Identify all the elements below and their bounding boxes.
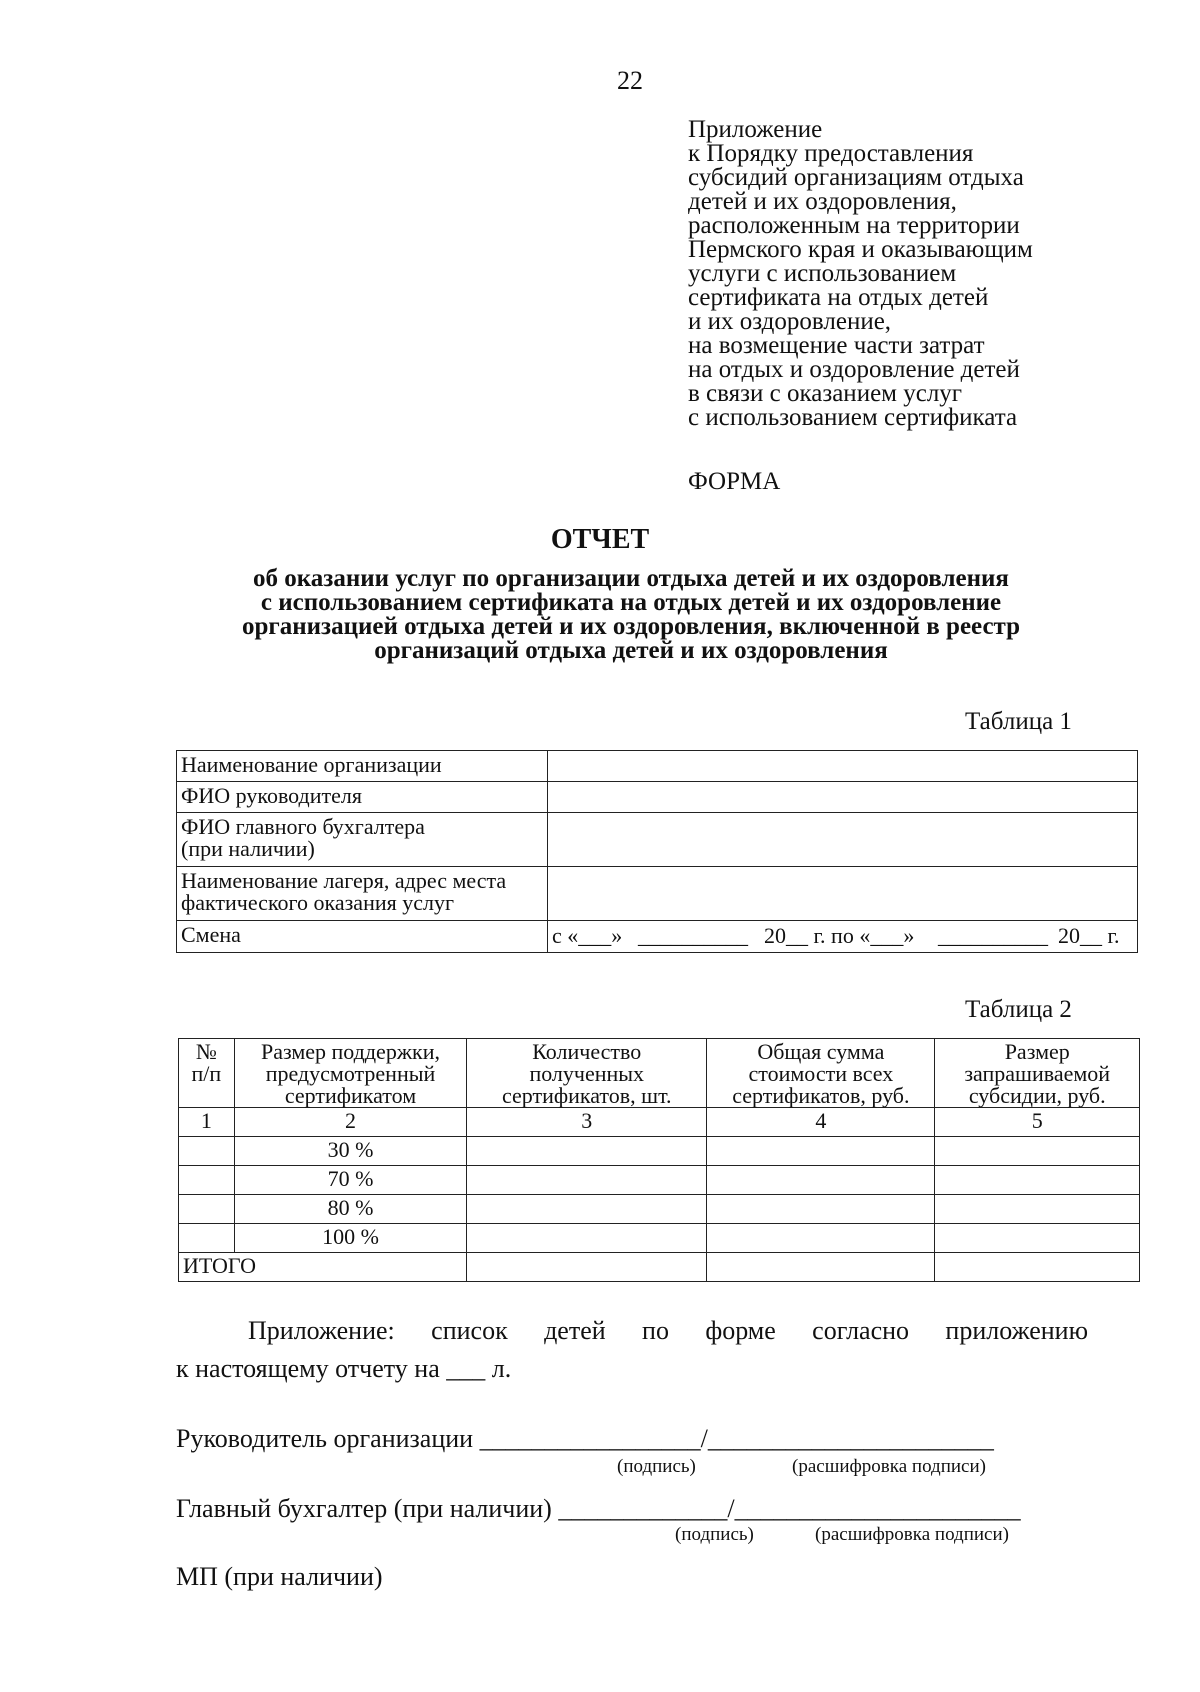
appendix-line: на отдых и оздоровление детей	[688, 356, 1020, 383]
subsidy-cell[interactable]	[935, 1224, 1140, 1253]
table-row	[177, 782, 1138, 813]
appendix-line: и их оздоровление,	[688, 308, 892, 335]
header-line: сертификатов, шт.	[501, 1083, 672, 1108]
total-cost-sum-cell[interactable]	[707, 1253, 935, 1282]
support-size-cell: 70 %	[234, 1166, 466, 1195]
certificate-table	[178, 1038, 1140, 1282]
attachment-note	[176, 1312, 1088, 1388]
report-title: ОТЧЕТ	[550, 524, 650, 555]
attachment-line: к настоящему отчету на ___ л.	[176, 1354, 512, 1383]
header-line: Размер поддержки,	[260, 1039, 440, 1064]
row-number-cell[interactable]	[179, 1137, 235, 1166]
total-label: ИТОГО	[179, 1253, 467, 1282]
header-line: запрашиваемой	[964, 1061, 1111, 1086]
appendix-line: с использованием сертификата	[688, 404, 1018, 431]
accountant-label: Главный бухгалтер (при наличии)	[176, 1494, 552, 1523]
total-cost-cell[interactable]	[707, 1137, 935, 1166]
head-signature-field[interactable]: _________________/______________________	[479, 1424, 994, 1453]
header-certificate-count	[467, 1039, 707, 1108]
header-line: стоимости всех	[748, 1061, 894, 1086]
subtitle-line: об оказании услуг по организации отдыха детей и их оздоровления	[253, 565, 1009, 592]
subsidy-cell[interactable]	[935, 1137, 1140, 1166]
column-number-row	[179, 1108, 1140, 1137]
organization-name-field[interactable]	[548, 751, 1138, 782]
column-number: 3	[467, 1108, 707, 1137]
table-row	[179, 1166, 1140, 1195]
column-number: 2	[234, 1108, 466, 1137]
total-certificate-count-cell[interactable]	[467, 1253, 707, 1282]
subtitle-line: организацией отдыха детей и их оздоровления, включенной в реестр	[241, 613, 1021, 640]
header-line: п/п	[191, 1061, 222, 1086]
total-cost-cell[interactable]	[707, 1166, 935, 1195]
total-cost-cell[interactable]	[707, 1195, 935, 1224]
subsidy-cell[interactable]	[935, 1195, 1140, 1224]
certificate-count-cell[interactable]	[467, 1166, 707, 1195]
table-row	[177, 921, 1138, 953]
header-line: №	[195, 1039, 217, 1064]
total-cost-cell[interactable]	[707, 1224, 935, 1253]
shift-from-month-blank: __________	[638, 923, 748, 948]
label-line: фактического оказания услуг	[181, 890, 455, 915]
header-number	[179, 1039, 235, 1108]
table-row	[179, 1195, 1140, 1224]
table-row	[179, 1137, 1140, 1166]
subtitle-line: организаций отдыха детей и их оздоровления	[374, 637, 888, 664]
stamp-label: МП (при наличии)	[176, 1562, 383, 1591]
shift-to-month-blank: __________	[938, 923, 1048, 948]
certificate-count-cell[interactable]	[467, 1195, 707, 1224]
appendix-note	[688, 118, 1033, 430]
subsidy-cell[interactable]	[935, 1166, 1140, 1195]
appendix-line: услуги с использованием	[688, 260, 957, 287]
table-header-row	[179, 1039, 1140, 1108]
header-subsidy-size	[935, 1039, 1140, 1108]
signature-hint: (подпись)	[617, 1456, 696, 1477]
header-total-cost	[707, 1039, 935, 1108]
appendix-line: детей и их оздоровления,	[688, 188, 957, 215]
header-line: полученных	[529, 1061, 645, 1086]
head-label: Руководитель организации	[176, 1424, 474, 1453]
shift-from-year: 20__ г. по «___»	[764, 923, 915, 948]
certificate-count-cell[interactable]	[467, 1137, 707, 1166]
row-label-camp-address	[177, 867, 548, 921]
row-number-cell[interactable]	[179, 1195, 235, 1224]
decoding-hint: (расшифровка подписи)	[792, 1456, 986, 1477]
form-label: ФОРМА	[688, 468, 781, 495]
table-row	[179, 1224, 1140, 1253]
shift-to-year: 20__ г.	[1058, 923, 1120, 948]
table-row	[177, 813, 1138, 867]
column-number: 4	[707, 1108, 935, 1137]
header-line: сертификатом	[284, 1083, 417, 1108]
organization-info-table	[176, 750, 1138, 953]
decoding-hint: (расшифровка подписи)	[815, 1524, 1009, 1545]
camp-address-field[interactable]	[548, 867, 1138, 921]
header-line: сертификатов, руб.	[732, 1083, 910, 1108]
support-size-cell: 100 %	[234, 1224, 466, 1253]
appendix-line: Пермского края и оказывающим	[688, 236, 1033, 263]
label-line: (при наличии)	[181, 836, 315, 861]
support-size-cell: 80 %	[234, 1195, 466, 1224]
support-size-cell: 30 %	[234, 1137, 466, 1166]
page-number: 22	[617, 66, 643, 95]
header-line: предусмотренный	[265, 1061, 436, 1086]
accountant-signature-line	[176, 1494, 1021, 1524]
appendix-line: расположенным на территории	[688, 212, 1020, 239]
header-line: субсидии, руб.	[968, 1083, 1106, 1108]
accountant-signature-field[interactable]: _____________/______________________	[558, 1494, 1021, 1523]
row-label-organization: Наименование организации	[177, 751, 548, 782]
subtitle-line: с использованием сертификата на отдых детей и их оздоровление	[260, 589, 1002, 616]
total-row	[179, 1253, 1140, 1282]
header-support-size	[234, 1039, 466, 1108]
row-label-chief-accountant	[177, 813, 548, 867]
shift-dates-field[interactable]	[548, 921, 1138, 953]
appendix-line: на возмещение части затрат	[688, 332, 985, 359]
attachment-line: Приложение: список детей по форме согласно приложению	[248, 1316, 1088, 1345]
certificate-count-cell[interactable]	[467, 1224, 707, 1253]
table1-caption: Таблица 1	[965, 708, 1072, 735]
row-number-cell[interactable]	[179, 1224, 235, 1253]
appendix-line: сертификата на отдых детей	[688, 284, 989, 311]
row-label-head: ФИО руководителя	[177, 782, 548, 813]
row-number-cell[interactable]	[179, 1166, 235, 1195]
shift-from-label: с «___»	[552, 923, 623, 948]
appendix-line: Приложение	[688, 116, 823, 143]
report-subtitle	[0, 567, 1200, 663]
header-line: Размер	[1004, 1039, 1070, 1064]
header-line: Количество	[532, 1039, 642, 1064]
signature-hint: (подпись)	[675, 1524, 754, 1545]
header-line: Общая сумма	[757, 1039, 885, 1064]
label-line: Наименование лагеря, адрес места	[181, 868, 507, 893]
appendix-line: в связи с оказанием услуг	[688, 380, 963, 407]
appendix-line: субсидий организациям отдыха	[688, 164, 1024, 191]
row-label-shift: Смена	[177, 921, 548, 953]
table-row	[177, 867, 1138, 921]
head-name-field[interactable]	[548, 782, 1138, 813]
table2-caption: Таблица 2	[965, 996, 1072, 1023]
head-signature-line	[176, 1424, 994, 1454]
column-number: 5	[935, 1108, 1140, 1137]
appendix-line: к Порядку предоставления	[688, 140, 974, 167]
table-row	[177, 751, 1138, 782]
total-subsidy-cell[interactable]	[935, 1253, 1140, 1282]
column-number: 1	[179, 1108, 235, 1137]
label-line: ФИО главного бухгалтера	[181, 814, 425, 839]
chief-accountant-field[interactable]	[548, 813, 1138, 867]
